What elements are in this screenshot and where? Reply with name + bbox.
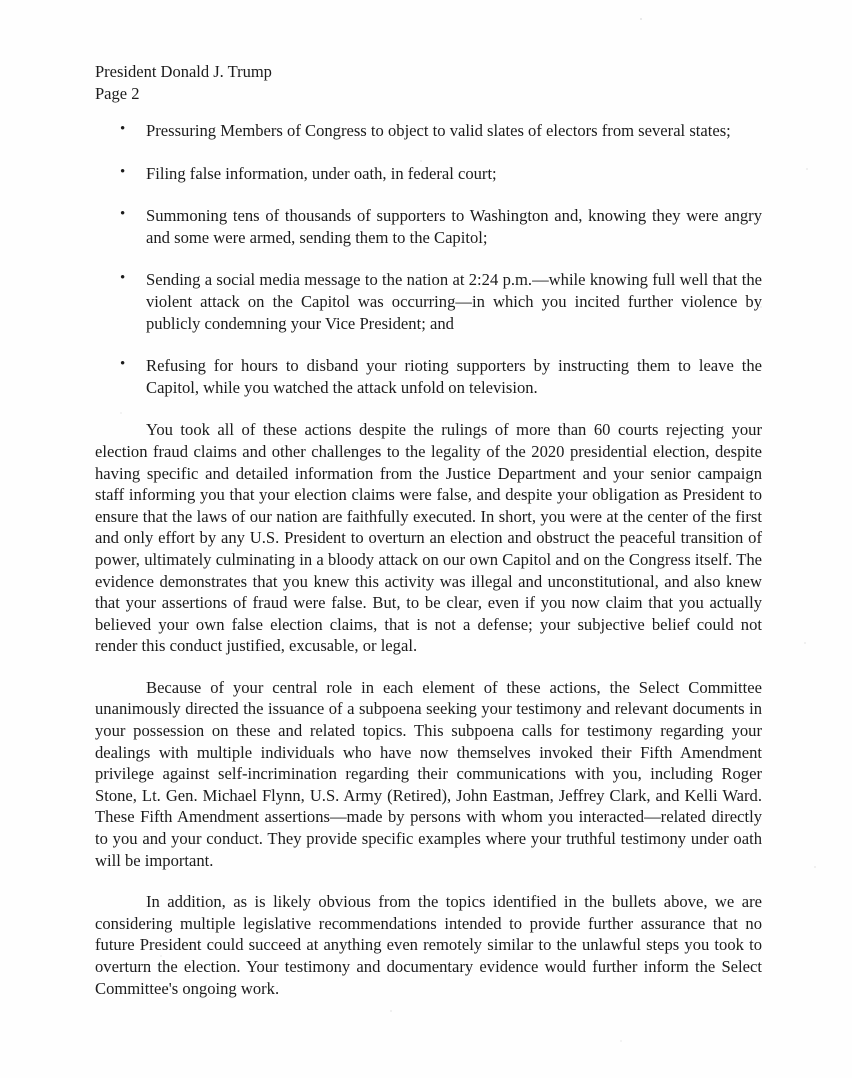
letter-body (95, 120, 762, 999)
bullet-item (120, 163, 762, 185)
bullet-text: Filing false information, under oath, in federal court; (146, 163, 497, 183)
bullet-list (95, 120, 762, 398)
body-paragraph: You took all of these actions despite the rulings of more than 60 courts rejecting your election fraud claims and other challenges to the legality of the 2020 presidential election, despite having specific and detailed information from the Justice Department and your senior campaign staff informing you that your election claims were false, and despite your obligation as President to ensure that the laws of our nation are faithfully executed. In short, you were at the center of the first and only effort by any U.S. President to overturn an election and obstruct the peaceful transition of power, ultimately culminating in a bloody attack on our own Capitol and on the Congress itself. The evidence demonstrates that you knew this activity was illegal and unconstitutional, and also knew that your assertions of fraud were false. But, to be clear, even if you now claim that you actually believed your own false election claims, that is not a defense; your subjective belief could not render this conduct justified, excusable, or legal. (95, 420, 762, 656)
bullet-text: Sending a social media message to the nation at 2:24 p.m.—while knowing full well that the violent attack on the Capitol was occurring—in which you incited further violence by publicly condemning your Vice President; and (146, 270, 762, 333)
body-paragraph: Because of your central role in each element of these actions, the Select Committee unanimously directed the issuance of a subpoena seeking your testimony and relevant documents in your possession on these and related topics. This subpoena calls for testimony regarding your dealings with multiple individuals who have now themselves invoked their Fifth Amendment privilege against self-incrimination regarding their communications with you, including Roger Stone, Lt. Gen. Michael Flynn, U.S. Army (Retired), John Eastman, Jeffrey Clark, and Kelli Ward. These Fifth Amendment assertions—made by persons with whom you interacted—related directly to you and your conduct. They provide specific examples where your truthful testimony under oath will be important. (95, 677, 762, 870)
bullet-icon: • (120, 356, 126, 373)
bullet-icon: • (120, 163, 126, 180)
bullet-item (120, 355, 762, 398)
recipient-line: President Donald J. Trump (95, 62, 272, 81)
body-paragraph: In addition, as is likely obvious from the topics identified in the bullets above, we are considering multiple legislative recommendations intended to provide further assurance that no future President could succeed at anything even remotely similar to the unlawful steps you took to overturn the election. Your testimony and documentary evidence would further inform the Select Committee's ongoing work. (95, 892, 762, 998)
bullet-item (120, 205, 762, 248)
bullet-icon: • (120, 206, 126, 223)
bullet-text: Refusing for hours to disband your rioting supporters by instructing them to leave the Capitol, while you watched the attack unfold on television. (146, 356, 762, 397)
bullet-icon: • (120, 121, 126, 137)
paragraph-block (95, 419, 762, 999)
bullet-item (120, 269, 762, 334)
page-number-line: Page 2 (95, 83, 140, 103)
bullet-text: Pressuring Members of Congress to object to valid slates of electors from several states; (146, 121, 731, 140)
bullet-item (120, 120, 762, 142)
letter-header (95, 61, 272, 104)
bullet-text: Summoning tens of thousands of supporters to Washington and, knowing they were angry and some were armed, sending them to the Capitol; (146, 206, 762, 247)
bullet-icon: • (120, 270, 126, 287)
scan-noise (0, 0, 2, 2)
